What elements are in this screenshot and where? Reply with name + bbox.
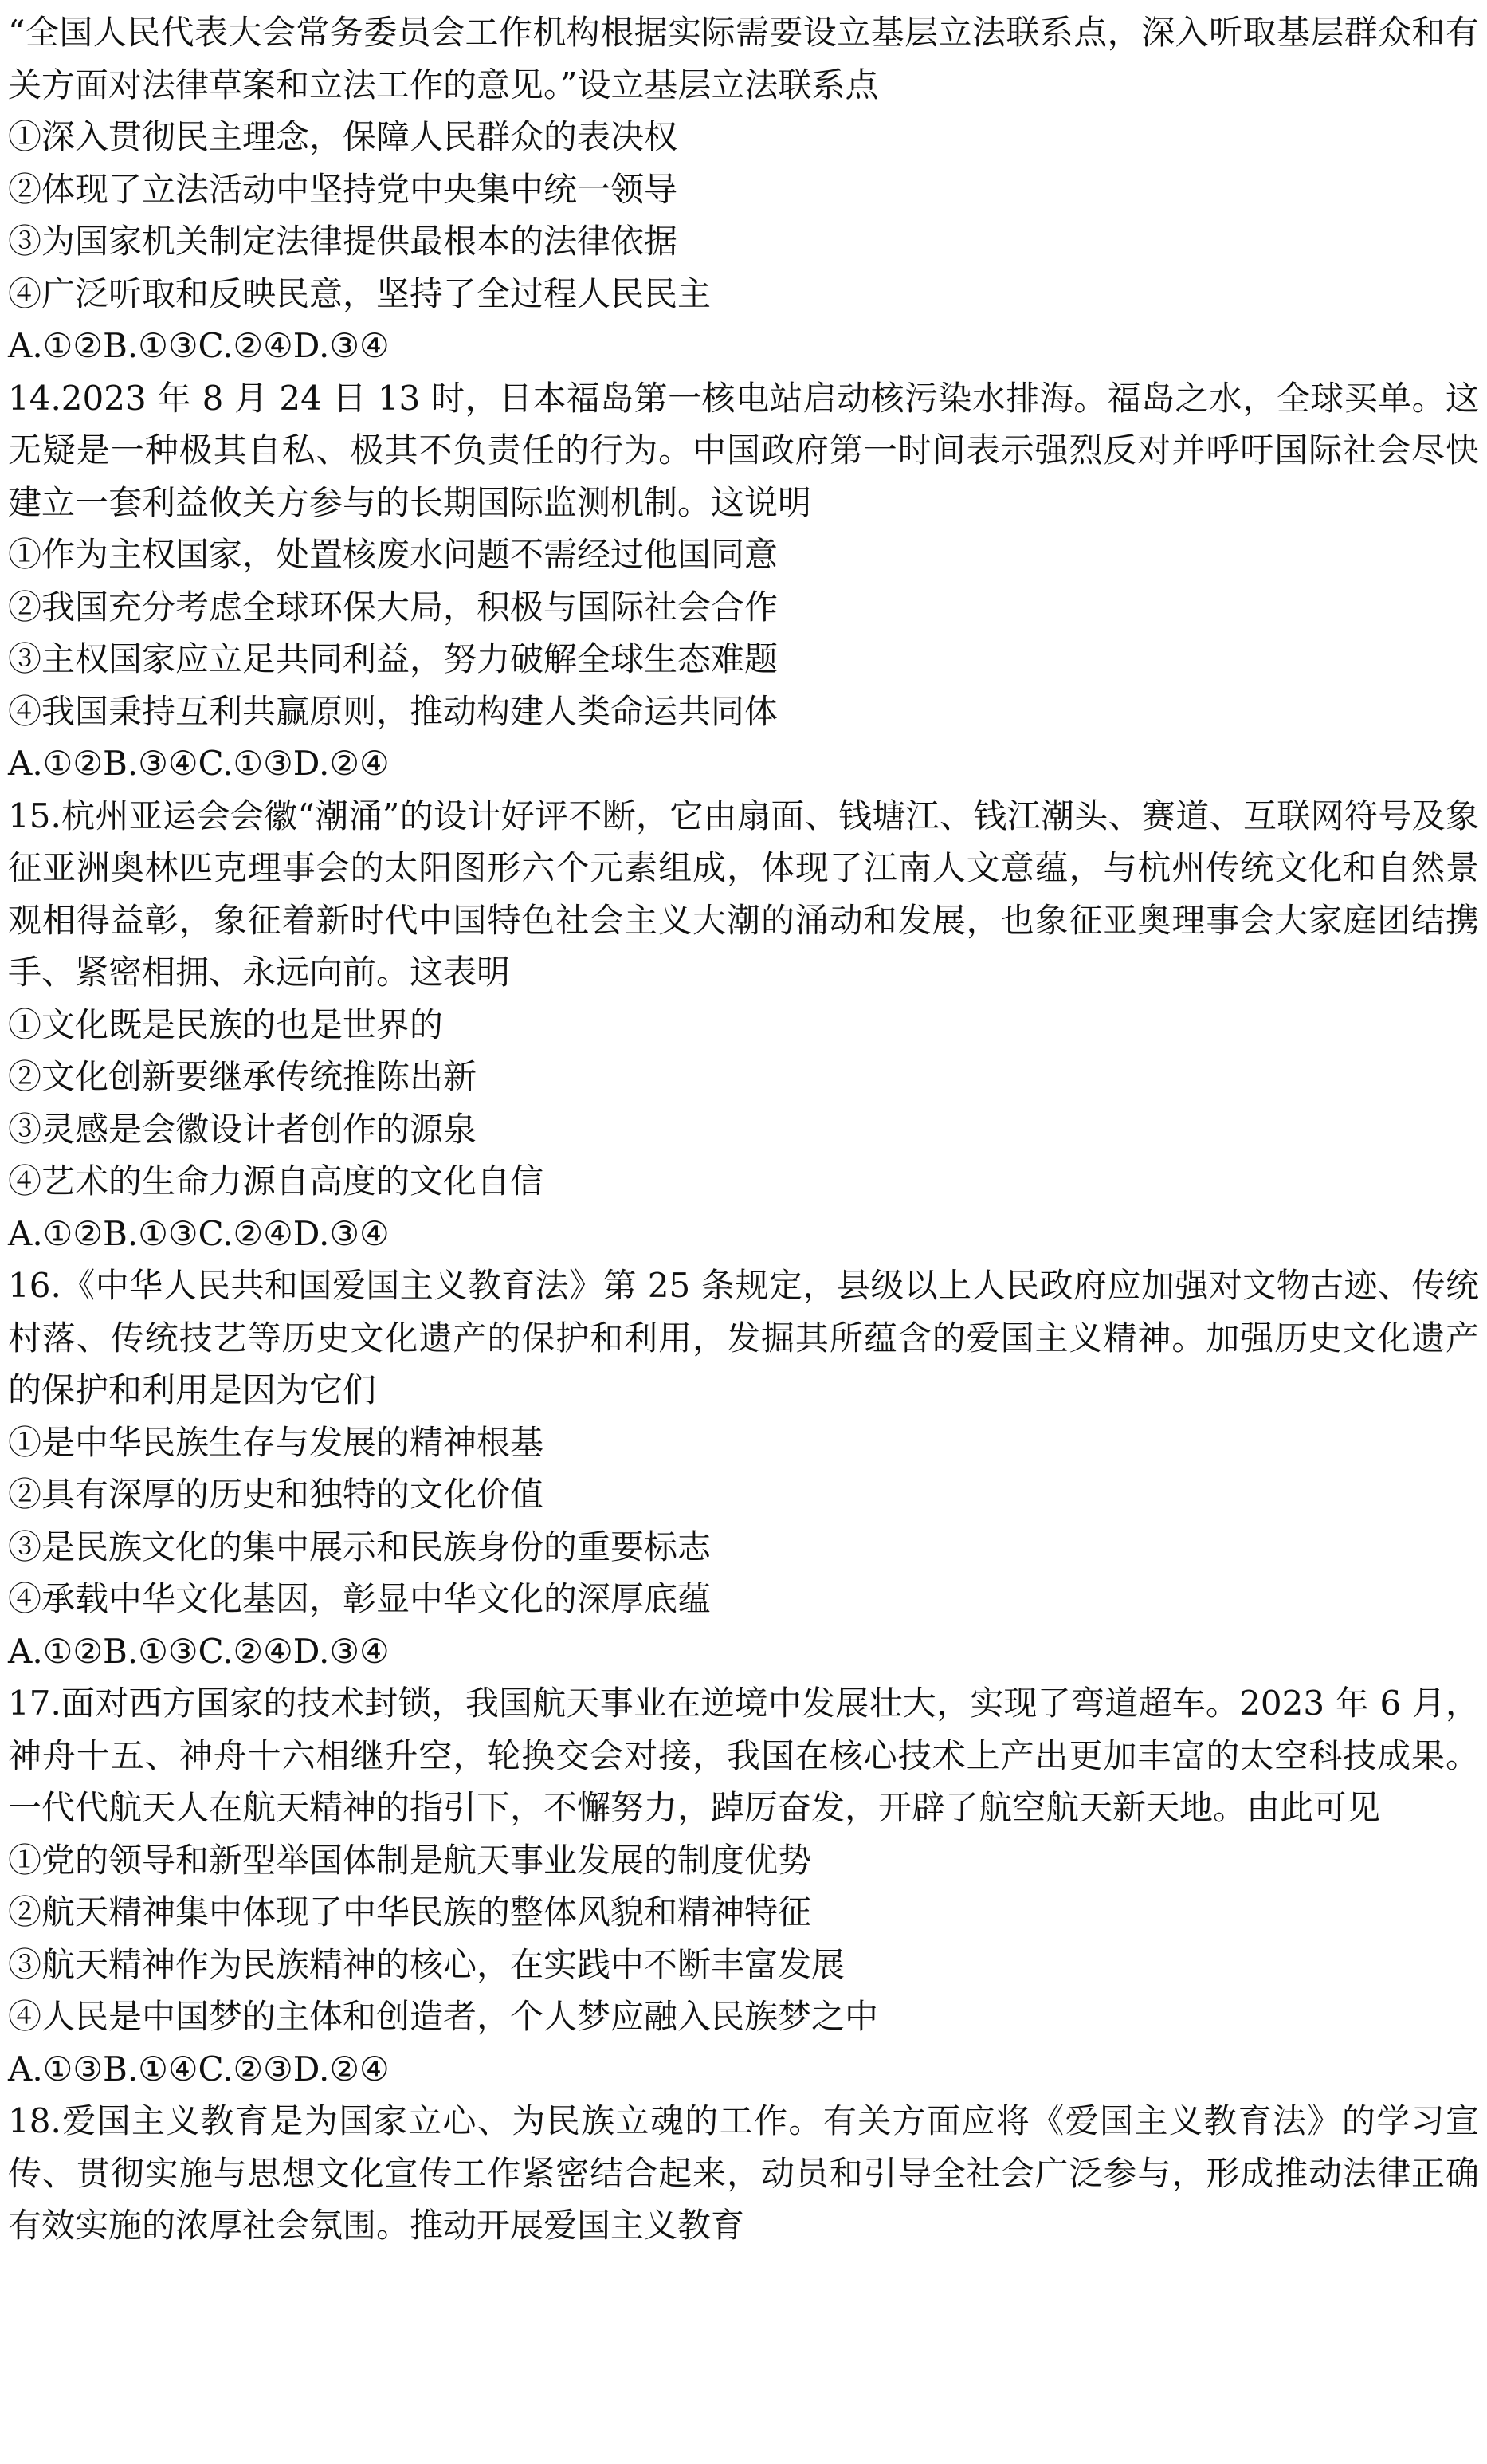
option-1: ①深入贯彻民主理念，保障人民群众的表决权 <box>8 117 678 156</box>
answer-choices: A.①②B.③④C.①③D.②④ <box>8 744 390 783</box>
option-2: ②具有深厚的历史和独特的文化价值 <box>8 1475 544 1514</box>
exam-page <box>8 6 1479 2252</box>
answer-choices: A.①②B.①③C.②④D.③④ <box>8 1213 390 1253</box>
option-3: ③是民族文化的集中展示和民族身份的重要标志 <box>8 1527 712 1566</box>
option-4: ④我国秉持互利共赢原则，推动构建人类命运共同体 <box>8 691 779 731</box>
option-4: ④广泛听取和反映民意，坚持了全过程人民民主 <box>8 273 712 313</box>
answer-choices: A.①②B.①③C.②④D.③④ <box>8 1631 390 1671</box>
question-18 <box>8 2095 1479 2252</box>
option-3: ③为国家机关制定法律提供最根本的法律依据 <box>8 222 678 261</box>
question-16 <box>8 1260 1479 1677</box>
question-stem: 14.2023 年 8 月 24 日 13 时，日本福岛第一核电站启动核污染水排海。福岛之水，全球买单。这无疑是一种极其自私、极其不负责任的行为。中国政府第一时间表示强烈反对并呼吁国际社会尽快建立一套利益攸关方参与的长期国际监测机制。这说明 <box>8 378 1479 522</box>
question-stem: “全国人民代表大会常务委员会工作机构根据实际需要设立基层立法联系点，深入听取基层群众和有关方面对法律草案和立法工作的意见。”设立基层立法联系点 <box>8 13 1479 104</box>
question-17 <box>8 1677 1479 2095</box>
question-stem: 17.面对西方国家的技术封锁，我国航天事业在逆境中发展壮大，实现了弯道超车。2023 年 6 月，神舟十五、神舟十六相继升空，轮换交会对接，我国在核心技术上产出更加丰富的太空科技成果。一代代航天人在航天精神的指引下，不懈努力，踔厉奋发，开辟了航空航天新天地。由此可见 <box>8 1684 1479 1827</box>
option-2: ②体现了立法活动中坚持党中央集中统一领导 <box>8 169 678 209</box>
option-2: ②航天精神集中体现了中华民族的整体风貌和精神特征 <box>8 1892 812 1932</box>
option-3: ③主权国家应立足共同利益，努力破解全球生态难题 <box>8 639 779 678</box>
question-stem: 15.杭州亚运会会徽“潮涌”的设计好评不断，它由扇面、钱塘江、钱江潮头、赛道、互联网符号及象征亚洲奥林匹克理事会的太阳图形六个元素组成，体现了江南人文意蕴，与杭州传统文化和自然景观相得益彰，象征着新时代中国特色社会主义大潮的涌动和发展，也象征亚奥理事会大家庭团结携手、紧密相拥、永远向前。这表明 <box>8 796 1479 992</box>
option-4: ④人民是中国梦的主体和创造者，个人梦应融入民族梦之中 <box>8 1997 879 2036</box>
question-13 <box>8 6 1479 372</box>
answer-choices: A.①③B.①④C.②③D.②④ <box>8 2049 390 2089</box>
option-1: ①党的领导和新型举国体制是航天事业发展的制度优势 <box>8 1840 812 1880</box>
answer-choices: A.①②B.①③C.②④D.③④ <box>8 326 390 365</box>
question-15 <box>8 790 1479 1260</box>
option-4: ④承载中华文化基因，彰显中华文化的深厚底蕴 <box>8 1579 712 1618</box>
option-1: ①是中华民族生存与发展的精神根基 <box>8 1422 544 1462</box>
question-stem: 18.爱国主义教育是为国家立心、为民族立魂的工作。有关方面应将《爱国主义教育法》的学习宣传、贯彻实施与思想文化宣传工作紧密结合起来，动员和引导全社会广泛参与，形成推动法律正确有效实施的浓厚社会氛围。推动开展爱国主义教育 <box>8 2101 1479 2245</box>
option-3: ③灵感是会徽设计者创作的源泉 <box>8 1109 477 1149</box>
option-4: ④艺术的生命力源自高度的文化自信 <box>8 1161 544 1201</box>
option-1: ①作为主权国家，处置核废水问题不需经过他国同意 <box>8 535 779 574</box>
option-2: ②我国充分考虑全球环保大局，积极与国际社会合作 <box>8 587 779 627</box>
option-1: ①文化既是民族的也是世界的 <box>8 1004 444 1044</box>
option-3: ③航天精神作为民族精神的核心，在实践中不断丰富发展 <box>8 1944 846 1984</box>
question-stem: 16.《中华人民共和国爱国主义教育法》第 25 条规定，县级以上人民政府应加强对文物古迹、传统村落、传统技艺等历史文化遗产的保护和利用，发掘其所蕴含的爱国主义精神。加强历史文化遗产的保护和利用是因为它们 <box>8 1266 1479 1409</box>
question-14 <box>8 372 1479 790</box>
option-2: ②文化创新要继承传统推陈出新 <box>8 1057 477 1096</box>
